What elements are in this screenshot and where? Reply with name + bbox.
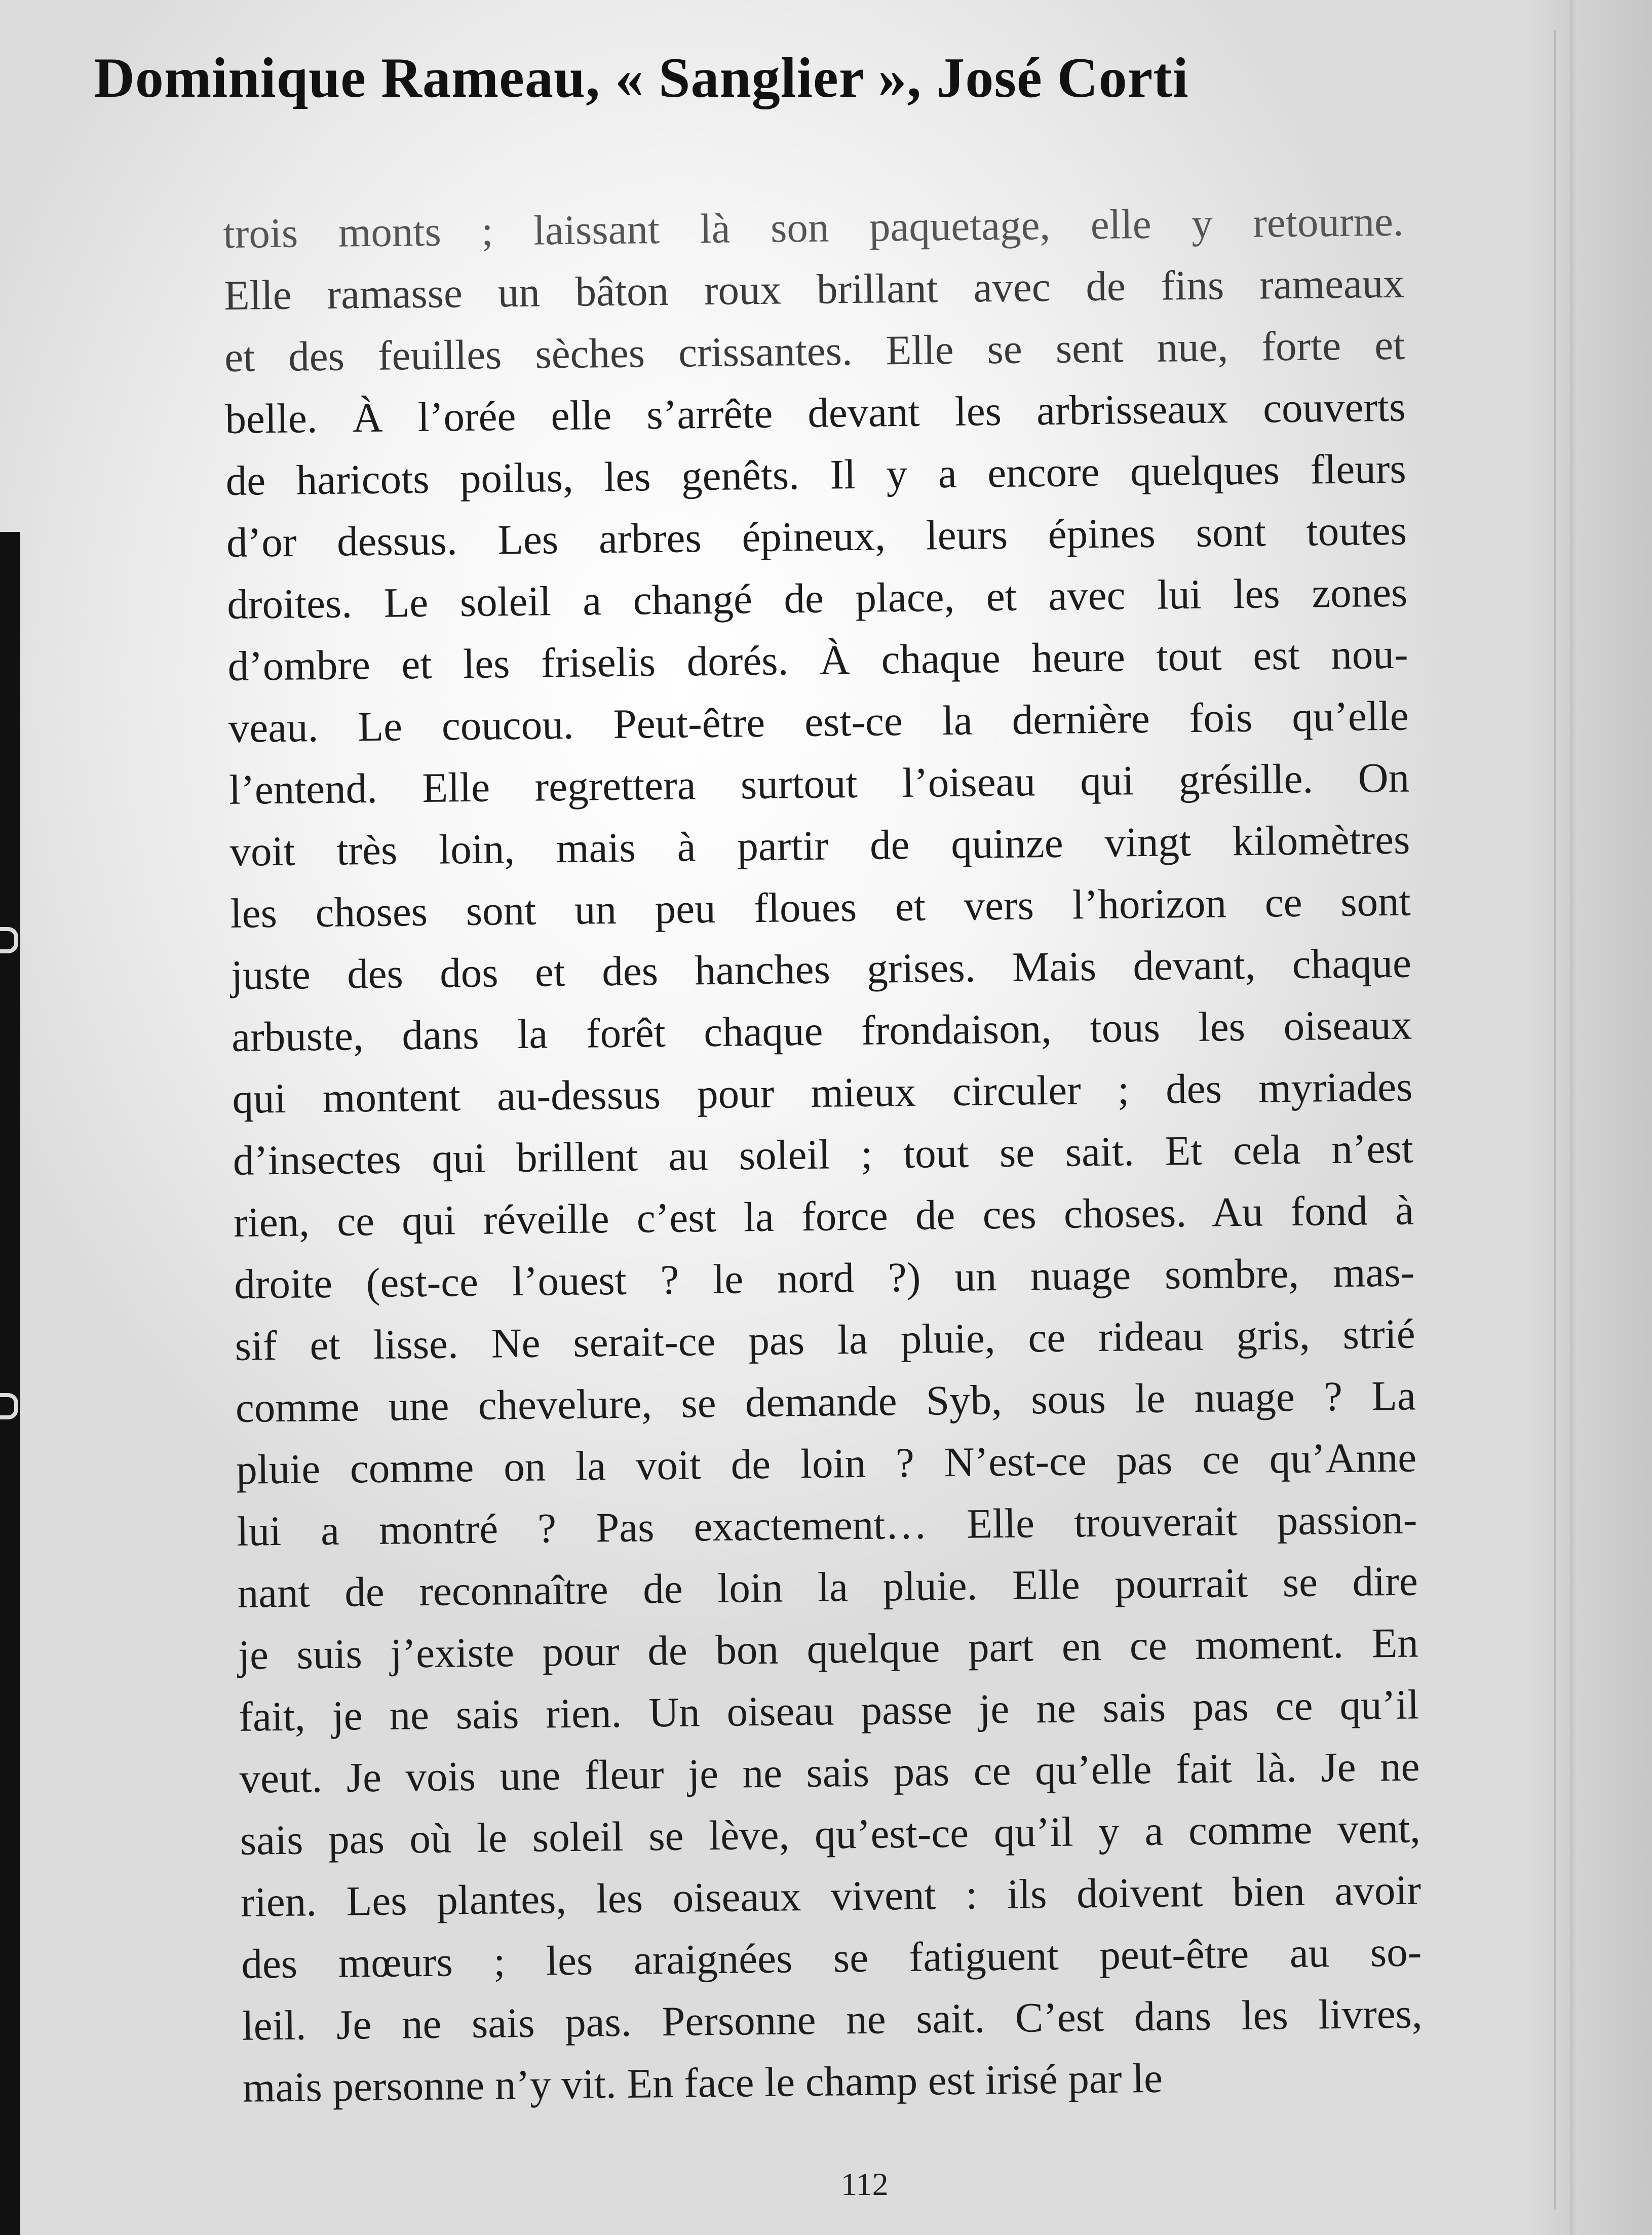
caption: Dominique Rameau, « Sanglier », José Corti (94, 47, 1189, 109)
text-line: les choses sont un peu floues et vers l’horizon ce sont (230, 877, 1411, 937)
page-edge-shadow (1525, 0, 1652, 2235)
text-line: belle. À l’orée elle s’arrête devant les arbrisseaux couverts (224, 383, 1406, 442)
text-line: mais personne n’y vit. En face le champ est irisé par le (242, 2054, 1163, 2111)
text-line: pluie comme on la voit de loin ? N’est-ce pas ce qu’Anne (236, 1434, 1417, 1493)
text-body (223, 190, 1423, 2118)
text-line: voit très loin, mais à partir de quinze vingt kilomètres (229, 816, 1410, 875)
text-line: Elle ramasse un bâton roux brillant avec de fins rameaux (223, 259, 1405, 319)
text-line: et des feuilles sèches crissantes. Elle se sent nue, forte et (224, 321, 1405, 380)
text-line: veau. Le coucou. Peut-être est-ce la dernière fois qu’elle (228, 692, 1409, 751)
page-fold (1554, 30, 1556, 2209)
text-line: arbuste, dans la forêt chaque frondaison, tous les oiseaux (231, 1001, 1412, 1060)
text-line: veut. Je vois une fleur je ne sais pas ce qu’elle fait là. Je ne (239, 1743, 1420, 1802)
cover-mark (0, 1393, 18, 1419)
text-line: trois monts ; laissant là son paquetage, elle y retourne. (223, 198, 1404, 257)
text-line: fait, je ne sais rien. Un oiseau passe je ne sais pas ce qu’il (238, 1681, 1419, 1740)
text-line: juste des dos et des hanches grises. Mais devant, chaque (230, 939, 1412, 998)
text-line: rien. Les plantes, les oiseaux vivent : ils doivent bien avoir (240, 1866, 1422, 1925)
text-line: sif et lisse. Ne serait-ce pas la pluie, ce rideau gris, strié (235, 1310, 1415, 1369)
text-line: qui montent au-dessus pour mieux circuler ; des myriades (232, 1063, 1413, 1122)
cover-mark (0, 927, 18, 953)
text-line: droites. Le soleil a changé de place, et avec lui les zones (226, 568, 1408, 628)
text-line: leil. Je ne sais pas. Personne ne sait. C’est dans les livres, (242, 1990, 1423, 2049)
text-line: d’or dessus. Les arbres épineux, leurs épines sont toutes (226, 507, 1407, 566)
text-line: l’entend. Elle regrettera surtout l’oiseau qui grésille. On (228, 754, 1410, 813)
page-number: 112 (841, 2166, 889, 2202)
text-line: d’ombre et les friselis dorés. À chaque heure tout est nou- (227, 630, 1408, 689)
text-line: rien, ce qui réveille c’est la force de ces choses. Au fond à (233, 1186, 1414, 1246)
left-cover-strip (0, 532, 20, 2235)
text-line: comme une chevelure, se demande Syb, sous le nuage ? La (235, 1372, 1416, 1431)
text-line: je suis j’existe pour de bon quelque part en ce moment. En (238, 1619, 1419, 1678)
text-line: d’insectes qui brillent au soleil ; tout se sait. Et cela n’est (233, 1125, 1414, 1184)
text-line: de haricots poilus, les genêts. Il y a encore quelques fleurs (225, 445, 1407, 504)
text-line: droite (est-ce l’ouest ? le nord ?) un nuage sombre, mas- (234, 1248, 1415, 1307)
text-line: lui a montré ? Pas exactement… Elle trouverait passion- (236, 1495, 1417, 1555)
text-line: des mœurs ; les araignées se fatiguent peut-être au so- (241, 1928, 1422, 1987)
text-line: nant de reconnaître de loin la pluie. Elle pourrait se dire (237, 1557, 1418, 1616)
text-line: sais pas où le soleil se lève, qu’est-ce qu’il y a comme vent, (240, 1804, 1421, 1864)
